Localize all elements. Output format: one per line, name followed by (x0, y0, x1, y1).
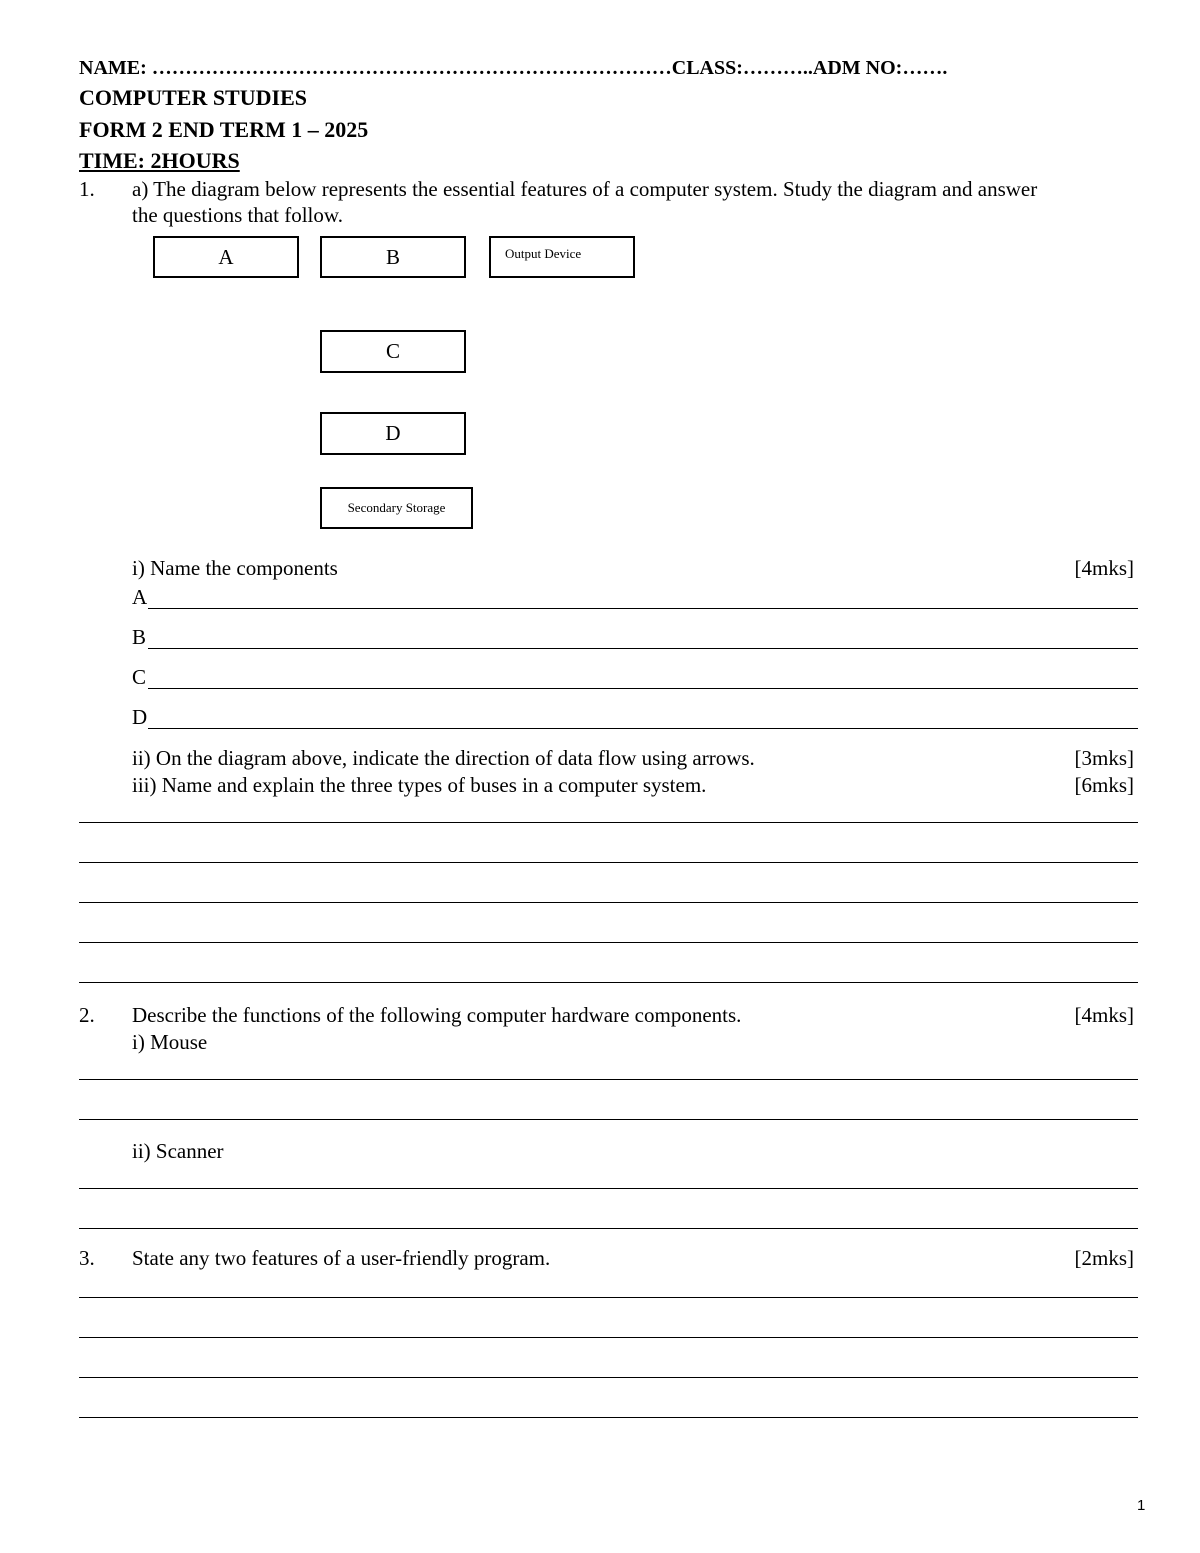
q2-marks: [4mks] (1074, 1003, 1134, 1027)
answer-line[interactable] (79, 1337, 1138, 1338)
q1-part-ii-marks: [3mks] (1074, 746, 1134, 770)
diagram-box-c: C (320, 330, 466, 373)
q2-number: 2. (79, 1003, 95, 1027)
q1-part-ii: ii) On the diagram above, indicate the direction of data flow using arrows. (132, 746, 755, 770)
exam-time: TIME: 2HOURS (79, 148, 240, 173)
diagram-box-b: B (320, 236, 466, 278)
name-class-adm-line: NAME: ……………………………………………………………………CLASS:………..ADM NO:……. (79, 57, 948, 79)
subject-title: COMPUTER STUDIES (79, 85, 307, 110)
answer-line[interactable] (79, 982, 1138, 983)
q1-part-i: i) Name the components (132, 556, 338, 580)
answer-line[interactable] (79, 1079, 1138, 1080)
answer-line[interactable] (79, 1119, 1138, 1120)
answer-line[interactable] (79, 862, 1138, 863)
q2-part-i: i) Mouse (132, 1030, 208, 1054)
q1-part-iii: iii) Name and explain the three types of buses in a computer system. (132, 773, 707, 797)
answer-label-a: A (132, 585, 148, 609)
q3-number: 3. (79, 1246, 95, 1270)
diagram-box-output-device: Output Device (489, 236, 635, 278)
diagram-box-d: D (320, 412, 466, 455)
answer-line[interactable] (79, 1297, 1138, 1298)
q2-part-ii: ii) Scanner (132, 1139, 224, 1163)
answer-label-b: B (132, 625, 147, 649)
answer-line[interactable] (79, 1228, 1138, 1229)
answer-line-c[interactable] (148, 688, 1138, 689)
q1-part-i-marks: [4mks] (1074, 556, 1134, 580)
q1-intro-line1: a) The diagram below represents the essential features of a computer system. Study the diagram and answer (132, 177, 1038, 201)
q3-text: State any two features of a user-friendly program. (132, 1246, 551, 1270)
answer-label-c: C (132, 665, 147, 689)
answer-line[interactable] (79, 822, 1138, 823)
answer-line-a[interactable] (148, 608, 1138, 609)
answer-line[interactable] (79, 902, 1138, 903)
diagram-box-a: A (153, 236, 299, 278)
answer-line[interactable] (79, 942, 1138, 943)
answer-line[interactable] (79, 1417, 1138, 1418)
answer-line-d[interactable] (148, 728, 1138, 729)
answer-line[interactable] (79, 1377, 1138, 1378)
answer-line[interactable] (79, 1188, 1138, 1189)
page-number: 1 (1137, 1497, 1146, 1514)
answer-line-b[interactable] (148, 648, 1138, 649)
exam-title: FORM 2 END TERM 1 – 2025 (79, 117, 369, 142)
q1-intro-line2: the questions that follow. (132, 203, 343, 227)
q1-part-iii-marks: [6mks] (1074, 773, 1134, 797)
q2-text: Describe the functions of the following computer hardware components. (132, 1003, 742, 1027)
diagram-box-secondary-storage: Secondary Storage (320, 487, 473, 529)
q1-number: 1. (79, 177, 95, 201)
q3-marks: [2mks] (1074, 1246, 1134, 1270)
answer-label-d: D (132, 705, 148, 729)
